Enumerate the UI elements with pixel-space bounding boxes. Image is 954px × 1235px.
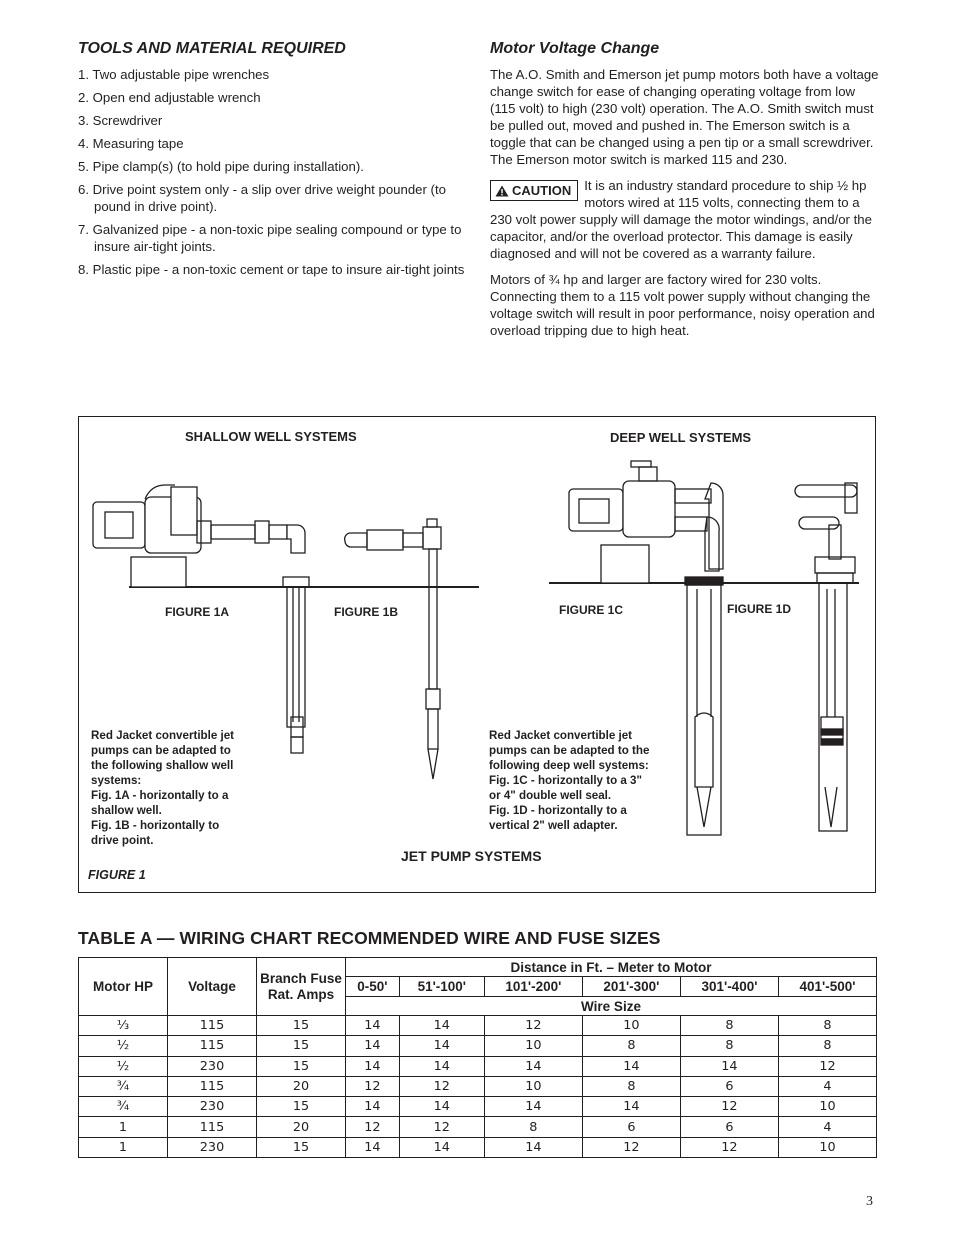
table-cell: 4	[778, 1076, 876, 1096]
shallow-note-line: shallow well.	[91, 804, 162, 817]
header-distance: Distance in Ft. – Meter to Motor	[346, 958, 877, 977]
table-cell: 14	[680, 1056, 778, 1076]
shallow-note-line: systems:	[91, 774, 142, 787]
table-cell: 10	[582, 1016, 680, 1036]
table-cell: ½	[79, 1056, 168, 1076]
deep-well-title: DEEP WELL SYSTEMS	[610, 430, 752, 445]
table-cell: ¾	[79, 1076, 168, 1096]
table-row	[79, 1056, 877, 1076]
tool-item: 2. Open end adjustable wrench	[78, 90, 261, 105]
header-motor-hp: Motor HP	[79, 958, 168, 1016]
table-row	[79, 1137, 877, 1157]
table-cell: 12	[680, 1137, 778, 1157]
page-number: 3	[866, 1194, 873, 1209]
table-cell: 12	[582, 1137, 680, 1157]
table-cell: 12	[346, 1076, 400, 1096]
table-cell: 14	[346, 1097, 400, 1117]
table-cell: 115	[168, 1016, 257, 1036]
deep-note-line: pumps can be adapted to the	[489, 744, 650, 757]
tool-item: 3. Screwdriver	[78, 113, 163, 128]
voltage-section	[490, 40, 882, 348]
tool-item: 5. Pipe clamp(s) (to hold pipe during installation).	[78, 159, 364, 174]
table-cell: 115	[168, 1036, 257, 1056]
table-cell: 14	[399, 1137, 484, 1157]
figure-1-label: FIGURE 1	[88, 868, 146, 882]
table-cell: 230	[168, 1097, 257, 1117]
table-cell: ⅓	[79, 1016, 168, 1036]
table-cell: 14	[484, 1097, 582, 1117]
table-cell: 10	[778, 1097, 876, 1117]
tool-item: 1. Two adjustable pipe wrenches	[78, 67, 270, 82]
tools-section	[78, 40, 470, 284]
table-cell: 12	[399, 1076, 484, 1096]
table-cell: 10	[484, 1076, 582, 1096]
distance-header-cell: 201'-300'	[582, 977, 680, 997]
table-cell: 8	[582, 1076, 680, 1096]
table-cell: 1	[79, 1137, 168, 1157]
table-cell: 12	[399, 1117, 484, 1137]
figure-1a-caption: FIGURE 1A	[165, 605, 230, 619]
warning-triangle-icon	[495, 185, 509, 197]
table-cell: 14	[582, 1097, 680, 1117]
table-cell: 10	[778, 1137, 876, 1157]
table-cell: 230	[168, 1137, 257, 1157]
table-cell: 6	[582, 1117, 680, 1137]
table-cell: 14	[399, 1016, 484, 1036]
figure-1b-caption: FIGURE 1B	[334, 605, 399, 619]
table-cell: 14	[399, 1036, 484, 1056]
header-wire-size: Wire Size	[346, 997, 877, 1016]
caution-text: It is an industry standard procedure to ship ½ hp motors wired at 115 volts, connecting them to a 230 volt power supply will damage the motor windings, and/or the capacitor, and/or the overload protector. This damage is easily diagnosed and will not be covered as a warranty failure.	[490, 178, 872, 261]
table-cell: 14	[346, 1056, 400, 1076]
table-cell: 14	[582, 1056, 680, 1076]
tool-item: 8. Plastic pipe - a non-toxic cement or tape to insure air-tight joints	[78, 262, 465, 277]
table-cell: 8	[484, 1117, 582, 1137]
figure-1b-drive-point	[345, 519, 441, 779]
table-cell: 115	[168, 1117, 257, 1137]
table-cell: 14	[399, 1097, 484, 1117]
distance-header-cell: 0-50'	[346, 977, 400, 997]
table-cell: 6	[680, 1076, 778, 1096]
tool-item: 7. Galvanized pipe - a non-toxic pipe sealing compound or type to insure air-tight joints.	[78, 222, 462, 254]
shallow-well-title: SHALLOW WELL SYSTEMS	[185, 429, 357, 444]
table-body	[79, 1016, 877, 1158]
caution-badge-wrap	[490, 180, 578, 201]
table-cell: 115	[168, 1076, 257, 1096]
wiring-chart-table	[78, 957, 877, 1158]
shallow-well-note	[91, 728, 234, 848]
table-cell: 12	[346, 1117, 400, 1137]
table-cell: 8	[680, 1036, 778, 1056]
table-cell: 12	[680, 1097, 778, 1117]
figure-1c-caption: FIGURE 1C	[559, 603, 624, 617]
table-cell: ¾	[79, 1097, 168, 1117]
table-cell: 15	[257, 1016, 346, 1036]
table-cell: 4	[778, 1117, 876, 1137]
table-cell: 14	[346, 1036, 400, 1056]
table-cell: 12	[778, 1056, 876, 1076]
shallow-note-line: Fig. 1A - horizontally to a	[91, 789, 229, 802]
table-cell: 12	[484, 1016, 582, 1036]
table-cell: 14	[346, 1137, 400, 1157]
table-cell: 15	[257, 1056, 346, 1076]
deep-note-line: vertical 2" well adapter.	[489, 819, 618, 832]
table-cell: 14	[484, 1137, 582, 1157]
table-row	[79, 1016, 877, 1036]
deep-well-note	[489, 728, 649, 833]
table-cell: 15	[257, 1097, 346, 1117]
jet-pump-systems-title: JET PUMP SYSTEMS	[401, 848, 542, 864]
distance-header-cell: 51'-100'	[399, 977, 484, 997]
table-cell: 8	[778, 1016, 876, 1036]
deep-note-line: Fig. 1D - horizontally to a	[489, 804, 627, 817]
table-cell: ½	[79, 1036, 168, 1056]
tools-heading: TOOLS AND MATERIAL REQUIRED	[78, 40, 346, 57]
deep-note-line: Fig. 1C - horizontally to a 3"	[489, 774, 643, 787]
header-voltage: Voltage	[168, 958, 257, 1016]
shallow-note-line: drive point.	[91, 834, 154, 847]
voltage-paragraph: The A.O. Smith and Emerson jet pump motors both have a voltage change switch for ease of changing operating voltage from low (115 volt) to high (230 volt) operation. The A.O. Smith switch must be pulled out, moved and pushed in. The Emerson switch is a toggle that can be changed using a pen tip or a small screwdriver. The Emerson motor switch is marked 115 and 230.	[490, 67, 879, 167]
deep-note-line: or 4" double well seal.	[489, 789, 612, 802]
table-cell: 15	[257, 1036, 346, 1056]
table-cell: 20	[257, 1076, 346, 1096]
tool-item: 4. Measuring tape	[78, 136, 184, 151]
figure-1d-caption: FIGURE 1D	[727, 602, 792, 616]
table-cell: 10	[484, 1036, 582, 1056]
table-cell: 230	[168, 1056, 257, 1076]
distance-header-cell: 101'-200'	[484, 977, 582, 997]
table-cell: 8	[778, 1036, 876, 1056]
distance-header-cell: 401'-500'	[778, 977, 876, 997]
table-cell: 8	[582, 1036, 680, 1056]
distance-header-cell: 301'-400'	[680, 977, 778, 997]
header-branch-fuse: Branch Fuse Rat. Amps	[257, 958, 346, 1016]
table-cell: 1	[79, 1117, 168, 1137]
shallow-note-line: Red Jacket convertible jet	[91, 729, 235, 742]
table-cell: 8	[680, 1016, 778, 1036]
table-row	[79, 1097, 877, 1117]
caution-label: CAUTION	[512, 183, 572, 198]
table-cell: 14	[399, 1056, 484, 1076]
tools-list	[78, 66, 470, 278]
table-row	[79, 1117, 877, 1137]
table-cell: 20	[257, 1117, 346, 1137]
deep-note-line: Red Jacket convertible jet	[489, 729, 633, 742]
shallow-note-line: pumps can be adapted to	[91, 744, 231, 757]
table-row	[79, 1036, 877, 1056]
shallow-note-line: the following shallow well	[91, 759, 234, 772]
table-cell: 14	[484, 1056, 582, 1076]
table-a-title: TABLE A — WIRING CHART RECOMMENDED WIRE AND FUSE SIZES	[78, 928, 661, 948]
caution-paragraph	[490, 177, 882, 262]
table-row	[79, 1076, 877, 1096]
figure-1d-pump	[795, 483, 857, 831]
table-cell: 14	[346, 1016, 400, 1036]
voltage-heading: Motor Voltage Change	[490, 40, 660, 57]
deep-note-line: following deep well systems:	[489, 759, 649, 772]
figure-1a-pump	[93, 485, 309, 753]
tool-item: 6. Drive point system only - a slip over drive weight pounder (to pound in drive point).	[78, 182, 446, 214]
shallow-note-line: Fig. 1B - horizontally to	[91, 819, 220, 832]
table-cell: 6	[680, 1117, 778, 1137]
table-cell: 15	[257, 1137, 346, 1157]
caution-badge	[490, 180, 578, 201]
large-motor-paragraph: Motors of ¾ hp and larger are factory wired for 230 volts. Connecting them to a 115 volt power supply without changing the voltage switch will result in poor performance, noisy operation and overload tripping due to high heat.	[490, 272, 875, 338]
figure-1-box	[78, 416, 876, 893]
